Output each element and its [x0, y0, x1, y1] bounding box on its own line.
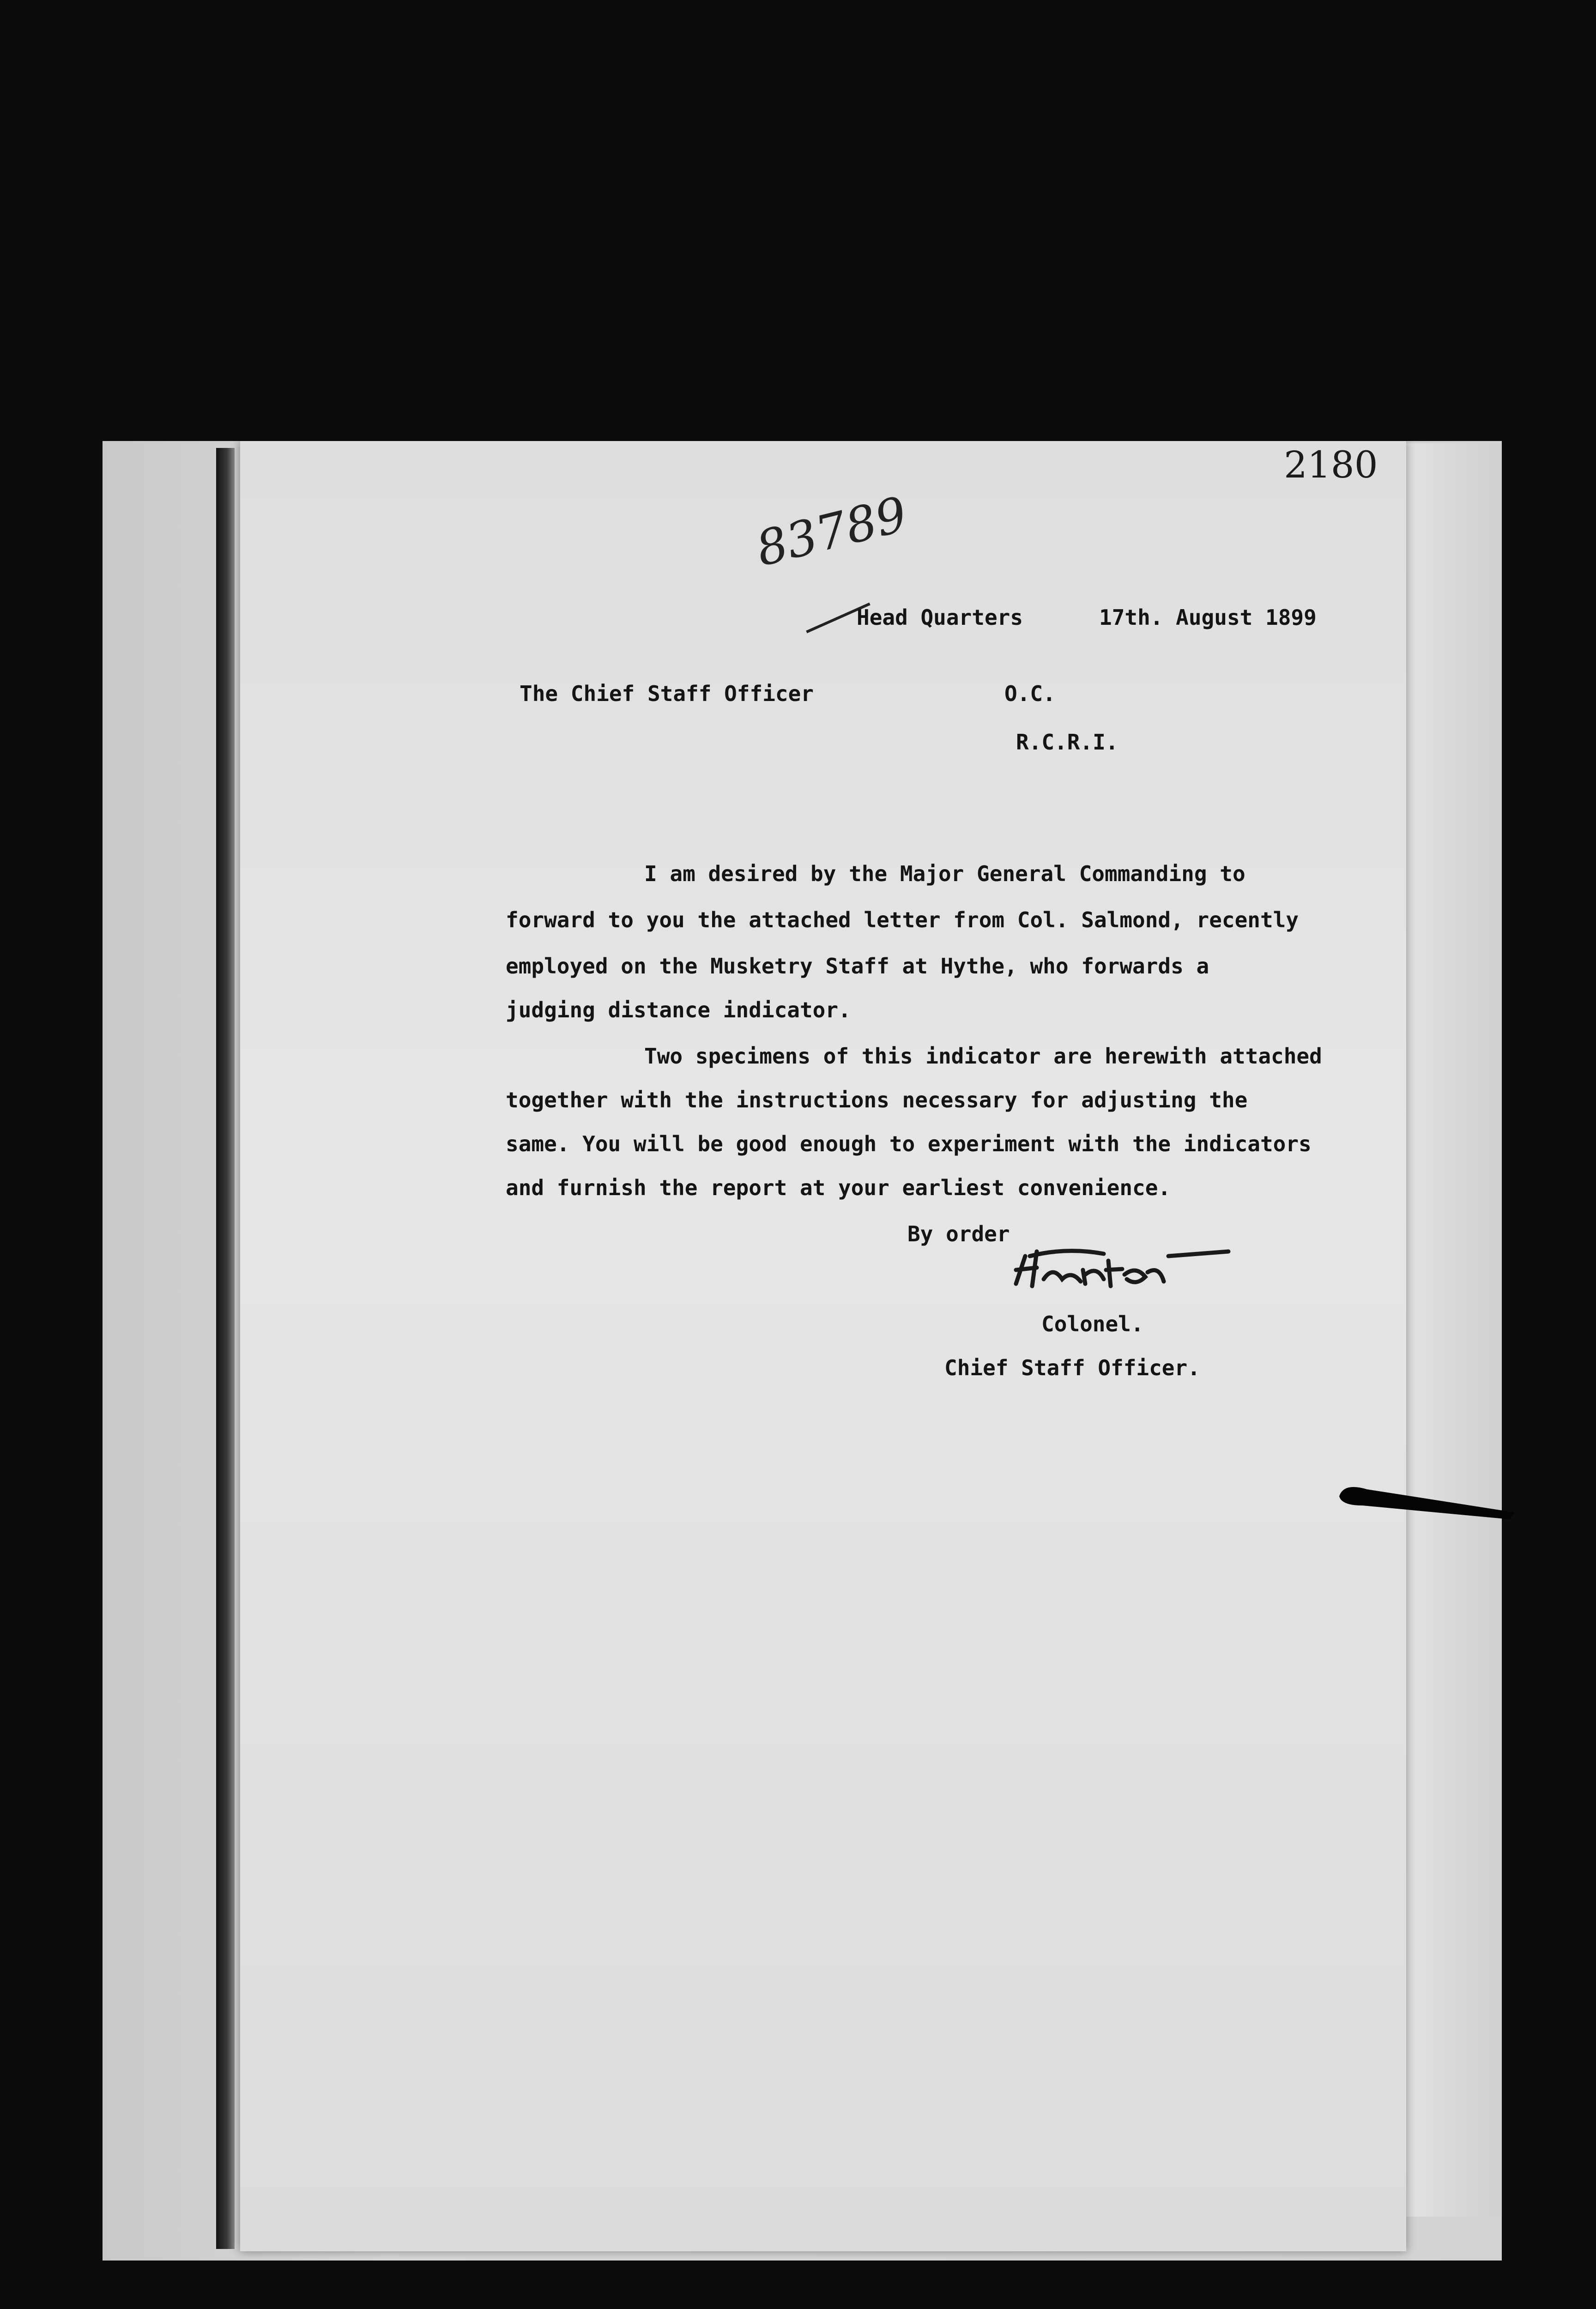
pen-pointer [1339, 1478, 1515, 1519]
body-line-6: together with the instructions necessary for adjusting the [506, 1088, 1248, 1112]
by-order: By order [907, 1221, 1010, 1246]
signer-title: Chief Staff Officer. [944, 1355, 1200, 1380]
body-line-5: Two specimens of this indicator are herewith attached [644, 1044, 1322, 1069]
body-line-8: and furnish the report at your earliest convenience. [506, 1175, 1171, 1200]
right-sheet-edge [1404, 443, 1501, 2217]
body-line-7: same. You will be good enough to experiment with the indicators [506, 1131, 1312, 1156]
header-date: 17th. August 1899 [1099, 605, 1317, 630]
binding-fold [216, 448, 235, 2249]
handwritten-signature [1011, 1242, 1233, 1298]
signer-rank: Colonel. [1041, 1312, 1144, 1336]
body-line-4: judging distance indicator. [506, 997, 851, 1022]
body-line-3: employed on the Musketry Staff at Hythe, who forwards a [506, 954, 1209, 979]
page-number: 2180 [1284, 443, 1378, 486]
handwritten-file-number: 83789 [750, 485, 913, 578]
oc-line: O.C. [1004, 681, 1056, 706]
document-page [240, 441, 1406, 2251]
unit-line: R.C.R.I. [1016, 730, 1118, 755]
body-line-2: forward to you the attached letter from Col. Salmond, recently [506, 907, 1299, 932]
header-place: Head Quarters [857, 605, 1023, 630]
body-line-1: I am desired by the Major General Commanding to [644, 861, 1245, 886]
recipient-line: The Chief Staff Officer [520, 681, 814, 706]
